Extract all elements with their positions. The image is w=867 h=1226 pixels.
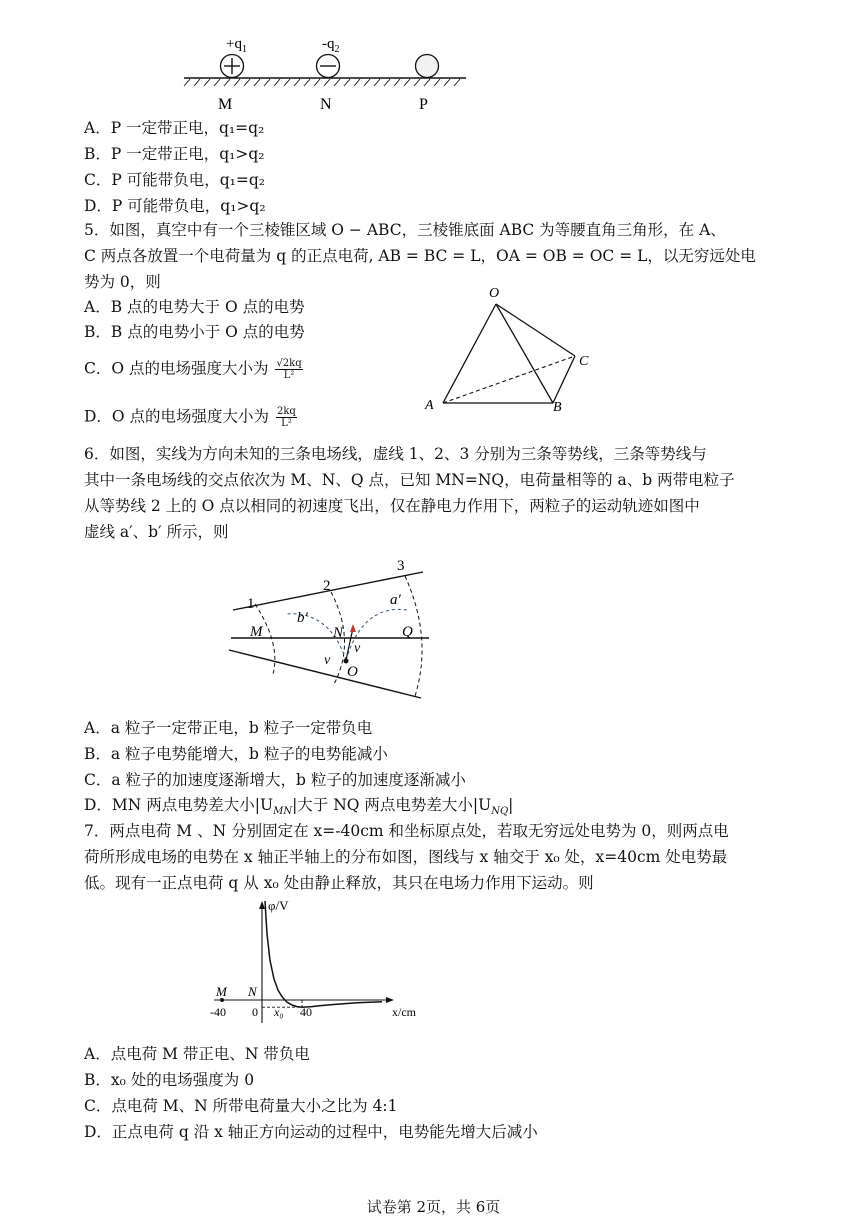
- q4-option-c: C．P 可能带负电，q₁=q₂: [84, 171, 265, 189]
- point-o: [344, 659, 349, 664]
- tick-x0: x₀: [274, 1005, 284, 1019]
- q6-option-a: A．a 粒子一定带正电，b 粒子一定带负电: [84, 719, 373, 737]
- q7-option-a: A．点电荷 M 带正电、N 带负电: [84, 1045, 310, 1063]
- vertex-b: B: [553, 400, 562, 415]
- label-p: P: [419, 96, 428, 113]
- q5-option-c: C．O 点的电场强度大小为 $\frac{√2kq}{\text{L²}}$: [84, 358, 302, 381]
- q6-field-figure: [225, 552, 435, 707]
- velocity-v-right: v: [354, 641, 361, 656]
- q7-option-c: C．点电荷 M、N 所带电荷量大小之比为 4:1: [84, 1097, 398, 1115]
- trajectory-b: b′: [297, 610, 308, 626]
- q7-option-b: B．x₀ 处的电场强度为 0: [84, 1071, 255, 1089]
- label-q2: $-q_2$: [322, 36, 340, 55]
- equipotential-2: 2: [323, 578, 331, 594]
- point-m: M: [250, 624, 263, 640]
- q7-stem-3: 低。现有一正点电荷 q 从 x₀ 处由静止释放，其只在电场力作用下运动。则: [84, 874, 594, 892]
- q7-stem-1: 7．两点电荷 M 、N 分别固定在 x=-40cm 和坐标原点处，若取无穷远处电势为 0，则两点电: [84, 822, 729, 840]
- equipotential-1: 1: [247, 596, 255, 612]
- vertex-a: A: [425, 398, 434, 413]
- equipotential-3: 3: [397, 558, 405, 574]
- q6-option-b: B．a 粒子电势能增大，b 粒子的电势能减小: [84, 745, 388, 763]
- tick-0: 0: [252, 1005, 258, 1019]
- tick-neg40: -40: [210, 1005, 226, 1019]
- label-charge-n: N: [248, 984, 257, 999]
- q4-option-d: D．P 可能带负电，q₁>q₂: [84, 197, 266, 215]
- q6-stem-4: 虚线 a′、b′ 所示，则: [84, 523, 229, 541]
- label-q1: $+q_1$: [226, 36, 247, 55]
- q5-stem-1: 5．如图，真空中有一个三棱锥区域 O − ABC，三棱锥底面 ABC 为等腰直角三角形，在 A、: [84, 221, 726, 239]
- q5-frac-c: $\frac{√2kq}{\text{L²}}$: [276, 358, 302, 381]
- trajectory-a: a′: [390, 592, 401, 608]
- q4-figure: [180, 30, 480, 115]
- point-o-label: O: [347, 664, 358, 680]
- q5-option-b: B．B 点的电势小于 O 点的电势: [84, 323, 305, 341]
- x-axis-label: x/cm: [392, 1005, 416, 1019]
- y-axis-label: φ/V: [268, 898, 289, 913]
- q7-potential-chart: [200, 895, 440, 1035]
- vertex-o: O: [489, 286, 500, 301]
- q6-option-c: C．a 粒子的加速度逐渐增大，b 粒子的加速度逐渐减小: [84, 771, 466, 789]
- q5-frac-d: $\frac{2kq}{\text{L²}}$: [277, 406, 296, 429]
- q4-option-a: A．P 一定带正电，q₁=q₂: [84, 119, 265, 137]
- label-n: N: [320, 96, 332, 113]
- q5-option-d: D．O 点的电场强度大小为 $\frac{2kq}{\text{L²}}$: [84, 406, 296, 429]
- point-q: Q: [402, 624, 413, 640]
- q6-stem-2: 其中一条电场线的交点依次为 M、N、Q 点，已知 MN=NQ，电荷量相等的 a、b 两带电粒子: [84, 471, 735, 489]
- label-charge-m: M: [216, 984, 227, 999]
- label-m: M: [218, 96, 233, 113]
- q5-stem-3: 势为 0，则: [84, 273, 161, 291]
- ball-p: [416, 55, 439, 78]
- tick-40: 40: [300, 1005, 312, 1019]
- point-n: N: [333, 625, 344, 641]
- q6-option-d: D．MN 两点电势差大小$|U_{MN}|$大于 NQ 两点电势差大小$|U_{NQ}|$: [84, 796, 514, 818]
- potential-curve: [265, 901, 382, 1007]
- q5-option-a: A．B 点的电势大于 O 点的电势: [84, 298, 305, 316]
- q6-stem-3: 从等势线 2 上的 O 点以相同的初速度飞出，仅在静电力作用下，两粒子的运动轨迹如图中: [84, 497, 700, 515]
- page-footer: 试卷第 2页，共 6页: [366, 1198, 501, 1216]
- q5-stem-2: C 两点各放置一个电荷量为 q 的正点电荷, AB = BC = L，OA = OB = OC = L，以无穷远处电: [84, 247, 756, 265]
- q7-stem-2: 荷所形成电场的电势在 x 轴正半轴上的分布如图，图线与 x 轴交于 x₀ 处，x=40cm 处电势最: [84, 848, 728, 866]
- velocity-v-left: v: [324, 653, 331, 668]
- vertex-c: C: [579, 354, 589, 369]
- q5-tetrahedron-figure: [415, 280, 605, 420]
- q4-option-b: B．P 一定带正电，q₁>q₂: [84, 145, 265, 163]
- q7-option-d: D．正点电荷 q 沿 x 轴正方向运动的过程中，电势能先增大后减小: [84, 1123, 538, 1141]
- q6-stem-1: 6．如图，实线为方向未知的三条电场线，虚线 1、2、3 分别为三条等势线，三条等势线与: [84, 445, 707, 463]
